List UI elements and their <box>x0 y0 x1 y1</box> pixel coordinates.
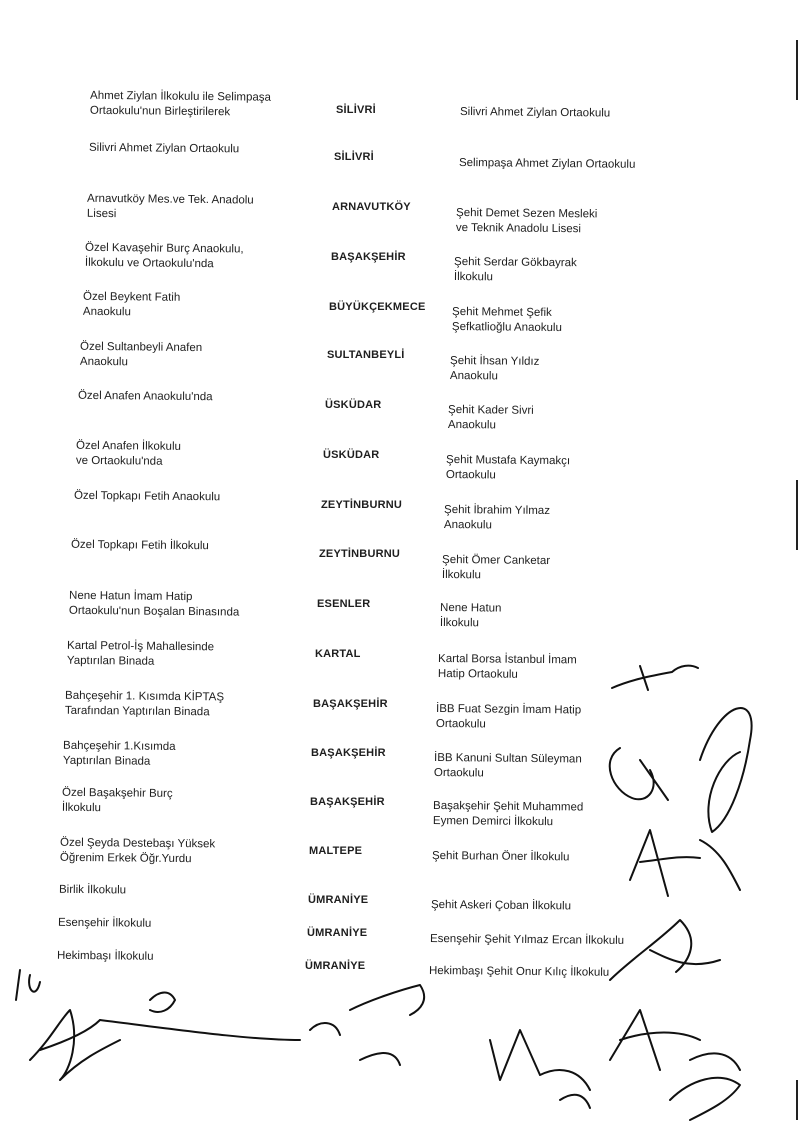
school-line: Ahmet Ziylan İlkokulu ile Selimpaşa <box>90 89 272 104</box>
school-line: Özel Beykent Fatih <box>83 290 181 304</box>
school-cell <box>90 89 320 121</box>
school-line: ve Ortaokulu'nda <box>75 454 163 468</box>
new-name-line: Şehit Serdar Gökbayrak <box>454 255 577 270</box>
new-name-line: Şehit Demet Sezen Mesleki <box>456 206 598 221</box>
new-name-line: Selimpaşa Ahmet Ziylan Ortaokulu <box>458 156 636 171</box>
school-cell <box>57 949 287 966</box>
district-cell: SİLİVRİ <box>334 151 374 163</box>
school-cell <box>89 141 319 158</box>
new-name-line: Başakşehir Şehit Muhammed <box>433 799 584 814</box>
new-name-cell <box>450 354 650 386</box>
school-line: Ortaokulu'nun Birleştirilerek <box>89 104 231 119</box>
new-name-line: Anaokulu <box>447 418 496 432</box>
new-name-line: Eymen Demirci İlkokulu <box>432 814 554 829</box>
new-name-line: Şehit Askeri Çoban İlkokulu <box>430 898 572 913</box>
new-name-cell <box>431 898 631 915</box>
new-name-line: Ortaokulu <box>445 468 496 482</box>
school-line: Arnavutköy Mes.ve Tek. Anadolu <box>87 192 254 207</box>
new-name-cell <box>433 799 633 831</box>
school-line: Özel Anafen İlkokulu <box>76 439 181 453</box>
new-name-line: İBB Fuat Sezgin İmam Hatip <box>436 702 582 717</box>
district-cell: KARTAL <box>315 648 361 660</box>
signature-mark <box>16 970 40 1000</box>
new-name-line: Şehit İhsan Yıldız <box>450 354 540 368</box>
new-name-cell <box>434 751 634 783</box>
new-name-line: Ortaokulu <box>435 717 486 731</box>
new-name-cell <box>446 453 646 485</box>
new-name-line: Şefkatlioğlu Anaokulu <box>451 320 562 335</box>
signature-mark <box>30 1010 120 1080</box>
signature-mark <box>310 985 424 1065</box>
new-name-line: Hatip Ortaokulu <box>437 667 518 681</box>
district-cell: ESENLER <box>317 598 371 610</box>
scan-edge-mark <box>796 1080 798 1120</box>
school-line: Hekimbaşı İlkokulu <box>56 949 154 963</box>
school-cell <box>60 836 290 868</box>
school-cell <box>63 739 293 771</box>
new-name-cell <box>460 105 660 122</box>
new-name-cell <box>440 601 640 633</box>
new-name-line: Şehit Mustafa Kaymakçı <box>446 453 571 468</box>
new-name-line: Şehit İbrahim Yılmaz <box>444 503 551 518</box>
school-line: İlkokulu <box>61 801 101 815</box>
school-cell <box>78 389 308 406</box>
school-cell <box>80 340 310 372</box>
new-name-cell <box>438 652 638 684</box>
school-line: Özel Şeyda Destebaşı Yüksek <box>60 836 216 851</box>
school-line: Anaokulu <box>82 305 131 319</box>
new-name-cell <box>429 964 629 981</box>
school-line: İlkokulu ve Ortaokulu'nda <box>84 256 214 271</box>
signature-mark <box>700 708 752 832</box>
district-cell: BAŞAKŞEHİR <box>311 747 386 759</box>
new-name-line: Kartal Borsa İstanbul İmam <box>438 652 577 667</box>
district-cell: BAŞAKŞEHİR <box>331 251 406 263</box>
school-line: Yaptırılan Binada <box>66 654 155 668</box>
school-line: Özel Topkapı Fetih İlkokulu <box>70 538 209 553</box>
signature-mark <box>100 993 300 1041</box>
school-line: Kartal Petrol-İş Mahallesinde <box>67 639 215 654</box>
district-cell: ZEYTİNBURNU <box>321 499 403 511</box>
new-name-line: Ortaokulu <box>433 766 484 780</box>
school-line: Birlik İlkokulu <box>58 883 127 897</box>
district-cell: ARNAVUTKÖY <box>332 201 411 213</box>
school-cell <box>69 589 299 621</box>
new-name-cell <box>452 305 652 337</box>
school-line: Özel Kavaşehir Burç Anaokulu, <box>85 241 244 256</box>
district-cell: ÜMRANİYE <box>305 960 366 972</box>
new-name-line: Şehit Kader Sivri <box>448 403 534 417</box>
scan-edge-mark <box>796 480 798 550</box>
new-name-line: Hekimbaşı Şehit Onur Kılıç İlkokulu <box>428 964 610 979</box>
school-line: Silivri Ahmet Ziylan Ortaokulu <box>88 141 240 156</box>
new-name-line: ve Teknik Anadolu Lisesi <box>455 221 582 236</box>
school-line: Özel Anafen Anaokulu'nda <box>77 389 213 404</box>
school-cell <box>87 192 317 224</box>
signature-mark <box>490 1030 590 1108</box>
school-line: Anaokulu <box>79 355 128 369</box>
school-line: Bahçeşehir 1.Kısımda <box>63 739 176 753</box>
new-name-cell <box>456 206 656 238</box>
school-line: Özel Sultanbeyli Anafen <box>80 340 203 355</box>
new-name-cell <box>442 553 642 585</box>
school-cell <box>76 439 306 471</box>
new-name-line: Esenşehir Şehit Yılmaz Ercan İlkokulu <box>429 932 625 947</box>
new-name-line: İlkokulu <box>439 616 479 630</box>
new-name-cell <box>454 255 654 287</box>
district-cell: ÜSKÜDAR <box>323 449 380 461</box>
school-cell <box>67 639 297 671</box>
school-cell <box>71 538 301 555</box>
new-name-line: İBB Kanuni Sultan Süleyman <box>434 751 582 766</box>
district-cell: BÜYÜKÇEKMECE <box>329 301 426 313</box>
new-name-line: Şehit Ömer Canketar <box>442 553 551 568</box>
district-cell: ZEYTİNBURNU <box>319 548 401 560</box>
new-name-line: Anaokulu <box>443 518 492 532</box>
school-line: Esenşehir İlkokulu <box>57 916 152 930</box>
school-cell <box>83 290 313 322</box>
school-line: Özel Başakşehir Burç <box>62 786 173 800</box>
new-name-cell <box>448 403 648 435</box>
new-name-line: Şehit Burhan Öner İlkokulu <box>431 849 570 864</box>
new-name-line: Silivri Ahmet Ziylan Ortaokulu <box>459 105 611 120</box>
new-name-line: Şehit Mehmet Şefik <box>452 305 552 319</box>
signature-mark <box>630 830 740 896</box>
district-cell: SİLİVRİ <box>336 104 376 116</box>
school-line: Nene Hatun İmam Hatip <box>69 589 193 604</box>
school-cell <box>65 689 295 721</box>
school-line: Ortaokulu'nun Boşalan Binasında <box>68 604 240 619</box>
school-cell <box>58 916 288 933</box>
new-name-line: Nene Hatun <box>440 601 502 615</box>
school-line: Yaptırılan Binada <box>62 754 151 768</box>
district-cell: SULTANBEYLİ <box>327 349 405 361</box>
school-line: Tarafından Yaptırılan Binada <box>64 704 210 719</box>
school-line: Lisesi <box>86 207 117 221</box>
new-name-line: İlkokulu <box>453 270 493 284</box>
district-cell: ÜSKÜDAR <box>325 399 382 411</box>
school-cell <box>62 786 292 818</box>
signature-mark <box>670 1078 740 1120</box>
school-cell <box>59 883 289 900</box>
new-name-cell <box>459 156 659 173</box>
school-line: Özel Topkapı Fetih Anaokulu <box>73 489 221 504</box>
scan-edge-mark <box>796 40 798 100</box>
school-cell <box>74 489 304 506</box>
new-name-line: İlkokulu <box>441 568 481 582</box>
new-name-line: Anaokulu <box>449 369 498 383</box>
district-cell: ÜMRANİYE <box>308 894 369 906</box>
new-name-cell <box>430 932 630 949</box>
school-cell <box>85 241 315 273</box>
district-cell: BAŞAKŞEHİR <box>310 796 385 808</box>
signature-mark <box>610 1010 740 1070</box>
school-line: Öğrenim Erkek Öğr.Yurdu <box>59 851 192 866</box>
new-name-cell <box>444 503 644 535</box>
district-cell: BAŞAKŞEHİR <box>313 698 388 710</box>
new-name-cell <box>436 702 636 734</box>
new-name-cell <box>432 849 632 866</box>
school-line: Bahçeşehir 1. Kısımda KİPTAŞ <box>65 689 225 704</box>
district-cell: ÜMRANİYE <box>307 927 368 939</box>
district-cell: MALTEPE <box>309 845 363 857</box>
